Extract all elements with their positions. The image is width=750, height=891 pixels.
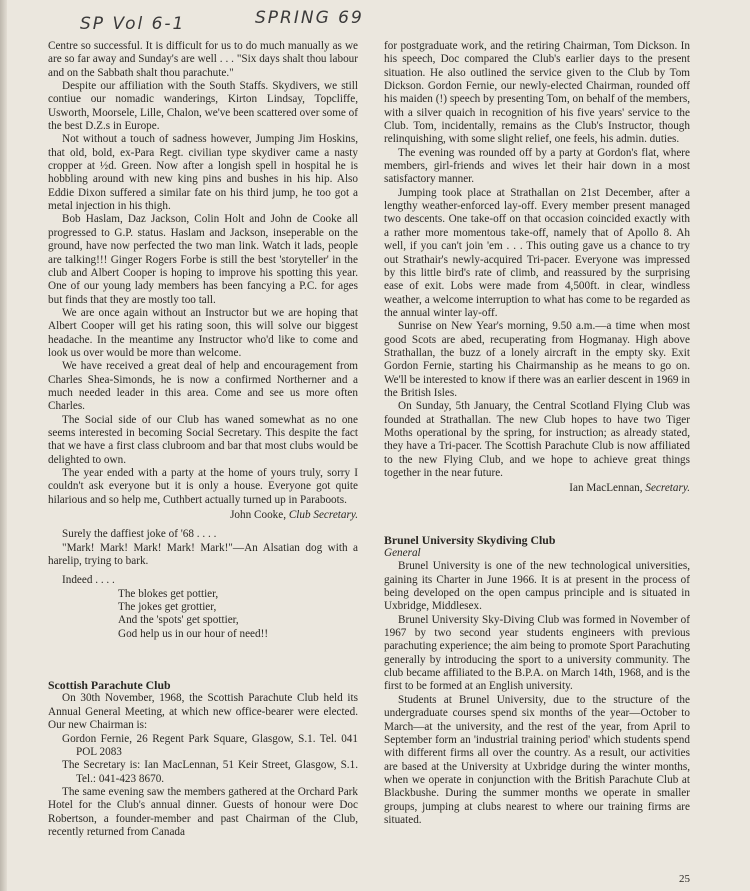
secretary-address: The Secretary is: Ian MacLennan, 51 Keir Street, Glasgow, S.1. Tel.: 041-423 8670. <box>62 759 358 785</box>
volume-note: SP Vol 6-1 <box>80 14 186 34</box>
paragraph: We have received a great deal of help and encouragement from Charles Shea-Simonds, he is now a confirmed Northerner and a much needed leader in this area. Come and see us more often Charles. <box>48 360 358 413</box>
handwritten-annotation <box>80 6 400 36</box>
signature-role: Club Secretary. <box>288 509 358 522</box>
paragraph: Jumping took place at Strathallan on 21st December, after a lengthy weather-enforced lay-off. Every member present managed two descents. One take-off on that occasion coincided exactly with a rather more momentous take-off, namely that of Apollo 8. Ah well, if you can't join 'em . . . This outing gave us a chance to try out Strathair's newly-acquired Tri-pacer. Everyone was impressed by this little bird's rate of climb, and reassured by the surprising ease of exit. Lobs were made from 4,500ft. in clear, windless weather, a welcome interruption to what has come to be regarded as the annual winter lay-off. <box>384 186 690 319</box>
signature <box>384 482 690 495</box>
paragraph: Brunel University is one of the new technological universities, gaining its Charter in June 1966. It is at present in the process of being developed on the open campus principle and is situated in Uxbridge, Middlesex. <box>384 560 690 613</box>
poem-line: God help us in our hour of need!! <box>118 627 269 640</box>
poem <box>118 588 358 641</box>
signature-role: Secretary. <box>645 482 690 495</box>
poem-line: The jokes get grottier, <box>118 601 217 614</box>
paragraph: The same evening saw the members gathered at the Orchard Park Hotel for the Club's annual dinner. Guests of honour were Doc Robertson, a founder-member and past Chairman of the Club, recently returned from Canada <box>48 785 358 838</box>
paragraph: On 30th November, 1968, the Scottish Parachute Club held its Annual General Meeting, at which new office-bearer were elected. Our new Chairman is: <box>48 692 358 732</box>
signature-name: John Cooke, <box>230 509 287 522</box>
paragraph: The year ended with a party at the home of yours truly, sorry I couldn't ask everyone but it is only a house. Everyone got quite hilarious and so help me, Cuthbert actually turned up in Paraboots. <box>48 467 358 506</box>
season-note: SPRING 69 <box>255 8 364 28</box>
chairman-address: Gordon Fernie, 26 Regent Park Square, Glasgow, S.1. Tel. 041 POL 2083 <box>62 732 358 758</box>
page-number: 25 <box>679 873 690 885</box>
section-heading-brunel: Brunel University Skydiving Club <box>384 532 556 547</box>
paragraph: The Social side of our Club has waned somewhat as no one seems interested in becoming Social Secretary. This despite the fact that we have a first class clubroom and bar that most clubs would be delighted to own. <box>48 413 358 466</box>
paragraph: Students at Brunel University, due to the structure of the undergraduate courses spend six months of the year—October to March—at the university, and the rest of the year, from April to September form an 'industrial training period' which students spend with different firms all over the country. As a result, our activities are based at the University at Uxbridge during the winter months, when we operate in conjunction with the British Parachute Club at Blackbushe. During the summer months we operate in smaller groups, jumping at clubs nearest to where our training firms are situated. <box>384 693 690 826</box>
signature <box>48 509 358 522</box>
poem-line: The blokes get pottier, <box>118 587 219 600</box>
paragraph: Centre so successful. It is difficult for us to do much manually as we are so far away and Sunday's are well . . . "Six days shalt thou labour and on the Sabbath shalt thou parachute." <box>48 40 358 79</box>
section-subheading: General <box>384 547 421 560</box>
poem-line: And the 'spots' get spottier, <box>118 614 239 627</box>
paragraph: The evening was rounded off by a party at Gordon's flat, where members, girl-friends and wives let their hair down in a most satisfactory manner. <box>384 146 690 186</box>
paragraph: Sunrise on New Year's morning, 9.50 a.m.—a time when most good Scots are abed, recuperating from Hogmanay. High above Strathallan, the buzz of a lonely aircraft in the empty sky. Exit Gordon Fernie, starting his Chairmanship as he means to go on. We'll be interested to know if there was an earlier descent in 1969 in the British Isles. <box>384 320 690 399</box>
paragraph: On Sunday, 5th January, the Central Scotland Flying Club was founded at Strathallan. The new Club hopes to have two Tiger Moths operational by the spring, for instruction; as already stated, they have a Tri-pacer. The Scottish Parachute Club is now affiliated to the new Flying Club, and we hope to achieve great things together in the near future. <box>384 400 690 479</box>
paragraph: Brunel University Sky-Diving Club was formed in November of 1967 by two second year students engineers with previous parachuting experience; the aim being to promote Sport Parachuting generally by introducing the sport to a university community. The club became affiliated to the B.P.A. on March 14th, 1968, and is the first to be formed at an English university. <box>384 613 690 693</box>
paragraph: for postgraduate work, and the retiring Chairman, Tom Dickson. In his speech, Doc compared the Club's earlier days to the present situation. He also outlined the service given to the Club by Tom Dickson. Gordon Fernie, our newly-elected Chairman, rounded off his maiden (!) speech by presenting Tom, on behalf of the members, with a silver quaich in recognition of his five years' service to the Club. Tom, incidentally, remains as the Club's Instructor, though relinquishing, with some slight relief, one feels, his admin. duties. <box>384 40 690 146</box>
paragraph: Bob Haslam, Daz Jackson, Colin Holt and John de Cooke all progressed to G.P. status. Haslam and Jackson, inseperable on the ground, have now perfected the two man link. Watch it lads, people are talking!!! Ginger Rogers Forbe is still the best 'storyteller' in the club and Albert Cooper is hoping to improve his spotting this year. One of our young lady members has been fancying a P.C. for ages but finds that they are mostly too tall. <box>48 213 358 306</box>
joke: "Mark! Mark! Mark! Mark! Mark!"—An Alsatian dog with a harelip, trying to bark. <box>48 541 358 568</box>
signature-name: Ian MacLennan, <box>569 482 643 495</box>
paragraph: Despite our affiliation with the South Staffs. Skydivers, we still contiue our nomadic wanderings, Kirton Lindsay, Topcliffe, Usworth, Moorsele, Lille, Chalon, we've been scattered over some of the best D.Z.s in Europe. <box>48 80 358 133</box>
joke-intro: Surely the daffiest joke of '68 . . . . <box>62 528 217 541</box>
paragraph: Not without a touch of sadness however, Jumping Jim Hoskins, that old, bold, ex-Para Regt. civilian type skydiver came a nasty cropper at ½d. Green. Now after a longish spell in hospital he is hobbling around with new king pins and bushes in his hip. Also Eddie Dixon suffered a similar fate on his third jump, he too got a metal injection in his thigh. <box>48 133 358 213</box>
right-column <box>384 40 690 827</box>
section-heading-scottish: Scottish Parachute Club <box>48 678 171 693</box>
indeed-line: Indeed . . . . <box>62 574 115 587</box>
binding-edge <box>0 0 7 891</box>
left-column <box>48 40 358 839</box>
paragraph: We are once again without an Instructor but we are hoping that Albert Cooper will get his rating soon, this will solve our biggest headache. In the meantime any Instructor who'd like to come and look us over would be more than welcome. <box>48 306 358 359</box>
